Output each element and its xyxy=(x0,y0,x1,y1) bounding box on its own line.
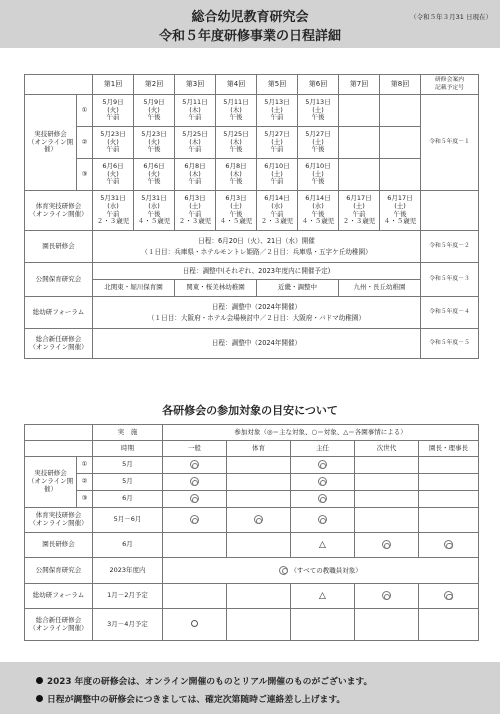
double-circle-icon xyxy=(318,477,327,486)
mark-cell xyxy=(227,491,291,508)
double-circle-icon xyxy=(382,591,391,600)
sub-title: 令和５年度研修事業の日程詳細 xyxy=(158,29,341,44)
mark-cell xyxy=(227,533,291,558)
double-circle-icon xyxy=(190,477,199,486)
forum-schedule: 日程：調整中（2024年開催） （１日目：大阪府・ホテル会場検討中／２日目：大阪府・バドマ幼稚園） xyxy=(93,297,421,329)
forum-name: 総幼研フォーラム xyxy=(25,297,93,329)
double-circle-icon xyxy=(318,515,327,524)
mark-cell xyxy=(227,609,291,641)
target-table xyxy=(24,424,479,641)
date-cell: 5月25日 (木) 午前 xyxy=(175,127,216,159)
encho-name: 園長研修会 xyxy=(25,231,93,263)
bullet-icon xyxy=(36,677,43,684)
mark-cell xyxy=(419,491,479,508)
as-of-date: （令和５年３月31 日現在） xyxy=(410,13,492,21)
target-row-name: 総幼研フォーラム xyxy=(25,584,93,609)
date-cell: 6月8日 (木) 午前 xyxy=(175,159,216,191)
date-cell xyxy=(380,127,421,159)
mark-cell xyxy=(227,457,291,474)
date-cell xyxy=(339,127,380,159)
date-cell: 5月27日 (土) 午前 xyxy=(257,127,298,159)
date-cell: 5月11日 (木) 午前 xyxy=(175,95,216,127)
double-circle-icon xyxy=(254,515,263,524)
mark-cell xyxy=(355,457,419,474)
header-band xyxy=(0,0,500,48)
date-cell: 6月10日 (土) 午前 xyxy=(257,159,298,191)
mark-cell xyxy=(227,508,291,533)
all-staff-cell xyxy=(163,558,479,584)
mark-cell xyxy=(163,533,227,558)
mark-cell xyxy=(419,533,479,558)
target-row-name: 公開保育研究会 xyxy=(25,558,93,584)
date-cell: 5月13日 (土) 午後 xyxy=(298,95,339,127)
corner-cell xyxy=(25,425,93,441)
period-cell: 5月－6月 xyxy=(93,508,163,533)
col-header: 第1回 xyxy=(93,75,134,95)
target-col-header: 次世代 xyxy=(355,441,419,457)
koukai-site: 九州・長丘幼稚園 xyxy=(339,280,421,297)
mark-cell xyxy=(163,584,227,609)
mark-cell xyxy=(291,474,355,491)
double-circle-icon xyxy=(190,515,199,524)
jisshi-header: 実 施 xyxy=(93,425,163,441)
mark-cell xyxy=(419,457,479,474)
koukai-site: 関東・桜美林幼稚園 xyxy=(175,280,257,297)
target-col-header: 一般 xyxy=(163,441,227,457)
period-cell: 6月 xyxy=(93,491,163,508)
footer-line-1 xyxy=(36,674,372,687)
koukai-site: 北関東・堀川保育園 xyxy=(93,280,175,297)
target-row-name: 総合新任研修会 （オンライン開催） xyxy=(25,609,93,641)
section2-title: 各研修会の参加対象の目安について xyxy=(162,404,338,417)
footer-text-1: 2023 年度の研修会は、オンライン開催のものとリアル開催のものがございます。 xyxy=(47,677,373,687)
all-staff-text: （すべての教職員対象） xyxy=(290,566,362,575)
date-cell: 6月8日 (木) 午後 xyxy=(216,159,257,191)
date-cell xyxy=(380,159,421,191)
date-cell: 5月9日 (火) 午後 xyxy=(134,95,175,127)
mark-cell xyxy=(355,609,419,641)
double-circle-icon xyxy=(279,566,288,575)
encho-note: 令和５年度－２ xyxy=(421,231,479,263)
date-cell xyxy=(339,159,380,191)
row-number: ③ xyxy=(77,159,93,191)
mark-cell xyxy=(227,584,291,609)
row-number: ③ xyxy=(77,491,93,508)
date-cell: 5月23日 (火) 午前 xyxy=(93,127,134,159)
jitsugi-note: 令和５年度－１ xyxy=(421,95,479,191)
koukai-site: 近畿・調整中 xyxy=(257,280,339,297)
date-cell: 5月9日 (火) 午前 xyxy=(93,95,134,127)
circle-icon xyxy=(191,620,198,627)
mark-cell xyxy=(419,508,479,533)
date-cell: 6月17日 (土) 午前 ２・３歳児 xyxy=(339,191,380,231)
period-cell: 2023年度内 xyxy=(93,558,163,584)
corner-cell xyxy=(25,441,93,457)
date-cell: 6月14日 (水) 午後 ４・５歳児 xyxy=(298,191,339,231)
target-col-header: 体育 xyxy=(227,441,291,457)
date-cell xyxy=(339,95,380,127)
target-col-header: 主任 xyxy=(291,441,355,457)
target-row-name: 体育実技研修会 （オンライン開催） xyxy=(25,508,93,533)
mark-cell xyxy=(163,491,227,508)
mark-cell xyxy=(355,508,419,533)
row-number: ① xyxy=(77,457,93,474)
mark-cell xyxy=(355,584,419,609)
mark-cell xyxy=(355,533,419,558)
jitsugi-name: 実技研修会 （オンライン開催） xyxy=(25,95,77,191)
double-circle-icon xyxy=(444,540,453,549)
date-cell: 6月3日 (土) 午後 ４・５歳児 xyxy=(216,191,257,231)
date-cell: 5月27日 (土) 午後 xyxy=(298,127,339,159)
schedule-table xyxy=(24,74,479,359)
mark-cell xyxy=(291,457,355,474)
col-header: 第5回 xyxy=(257,75,298,95)
period-cell: 6月 xyxy=(93,533,163,558)
period-cell: 3月－4月予定 xyxy=(93,609,163,641)
double-circle-icon xyxy=(190,460,199,469)
mark-cell xyxy=(291,609,355,641)
mark-cell xyxy=(163,609,227,641)
col-header: 第7回 xyxy=(339,75,380,95)
date-cell: 5月31日 (水) 午前 ２・３歳児 xyxy=(93,191,134,231)
period-cell: 5月 xyxy=(93,457,163,474)
double-circle-icon xyxy=(382,540,391,549)
double-circle-icon xyxy=(318,460,327,469)
bullet-icon xyxy=(36,695,43,702)
mark-cell xyxy=(419,609,479,641)
mark-cell xyxy=(419,584,479,609)
forum-note: 令和５年度－４ xyxy=(421,297,479,329)
jiki-header: 時期 xyxy=(93,441,163,457)
col-header: 第4回 xyxy=(216,75,257,95)
target-row-name: 実技研修会 （オンライン開催） xyxy=(25,457,77,508)
footer-line-2 xyxy=(36,692,345,705)
col-header: 第2回 xyxy=(134,75,175,95)
target-row-name: 園長研修会 xyxy=(25,533,93,558)
period-cell: 1月－2月予定 xyxy=(93,584,163,609)
mark-cell xyxy=(291,508,355,533)
date-cell: 6月6日 (火) 午後 xyxy=(134,159,175,191)
date-cell: 6月17日 (土) 午後 ４・５歳児 xyxy=(380,191,421,231)
date-cell: 5月13日 (土) 午前 xyxy=(257,95,298,127)
taisho-header: 参加対象（◎＝主な対象、○＝対象、△＝各園事情による） xyxy=(163,425,479,441)
footer-text-2: 日程が調整中の研修会につきましては、確定次第随時ご連絡差し上げます。 xyxy=(47,695,346,705)
date-cell: 5月25日 (木) 午後 xyxy=(216,127,257,159)
footer-band xyxy=(0,662,500,714)
col-header: 第6回 xyxy=(298,75,339,95)
col-header: 第3回 xyxy=(175,75,216,95)
row-number: ① xyxy=(77,95,93,127)
mark-cell xyxy=(163,474,227,491)
koukai-note: 令和５年度－３ xyxy=(421,263,479,297)
mark-cell xyxy=(227,474,291,491)
encho-schedule: 日程：6月20日（火）、21日（水）開催 （１日目：兵庫県・ホテルモントレ姫路／２日目：兵庫県・五字ケ丘幼稚園） xyxy=(93,231,421,263)
triangle-icon: △ xyxy=(319,590,326,601)
target-col-header: 園長・理事長 xyxy=(419,441,479,457)
date-cell: 6月6日 (火) 午前 xyxy=(93,159,134,191)
date-cell: 6月10日 (土) 午後 xyxy=(298,159,339,191)
taiiku-note-empty xyxy=(421,191,479,231)
shinnin-note: 令和５年度－５ xyxy=(421,329,479,359)
mark-cell xyxy=(419,474,479,491)
shinnin-schedule: 日程：調整中（2024年開催） xyxy=(93,329,421,359)
mark-cell xyxy=(291,584,355,609)
koukai-schedule: 日程：調整中(それぞれ、2023年度内に開催予定) xyxy=(93,263,421,280)
koukai-name: 公開保育研究会 xyxy=(25,263,93,297)
mark-cell xyxy=(355,491,419,508)
period-cell: 5月 xyxy=(93,474,163,491)
taiiku-name: 体育実技研修会 （オンライン開催） xyxy=(25,191,93,231)
main-title: 総合幼児教育研究会 xyxy=(191,10,309,25)
double-circle-icon xyxy=(444,591,453,600)
mark-cell xyxy=(291,491,355,508)
mark-cell xyxy=(163,508,227,533)
row-number: ② xyxy=(77,127,93,159)
date-cell xyxy=(380,95,421,127)
mark-cell xyxy=(291,533,355,558)
col-header: 第8回 xyxy=(380,75,421,95)
mark-cell xyxy=(355,474,419,491)
mark-cell xyxy=(163,457,227,474)
corner-cell xyxy=(25,75,93,95)
shinnin-name: 総合新任研修会 （オンライン開催） xyxy=(25,329,93,359)
double-circle-icon xyxy=(318,494,327,503)
row-number: ② xyxy=(77,474,93,491)
double-circle-icon xyxy=(190,494,199,503)
date-cell: 5月23日 (火) 午後 xyxy=(134,127,175,159)
date-cell: 5月31日 (水) 午後 ４・５歳児 xyxy=(134,191,175,231)
note-header: 研修会案内 記載予定号 xyxy=(421,75,479,95)
date-cell: 6月3日 (土) 午前 ２・３歳児 xyxy=(175,191,216,231)
date-cell: 6月14日 (水) 午前 ２・３歳児 xyxy=(257,191,298,231)
date-cell: 5月11日 (木) 午後 xyxy=(216,95,257,127)
triangle-icon: △ xyxy=(319,539,326,550)
